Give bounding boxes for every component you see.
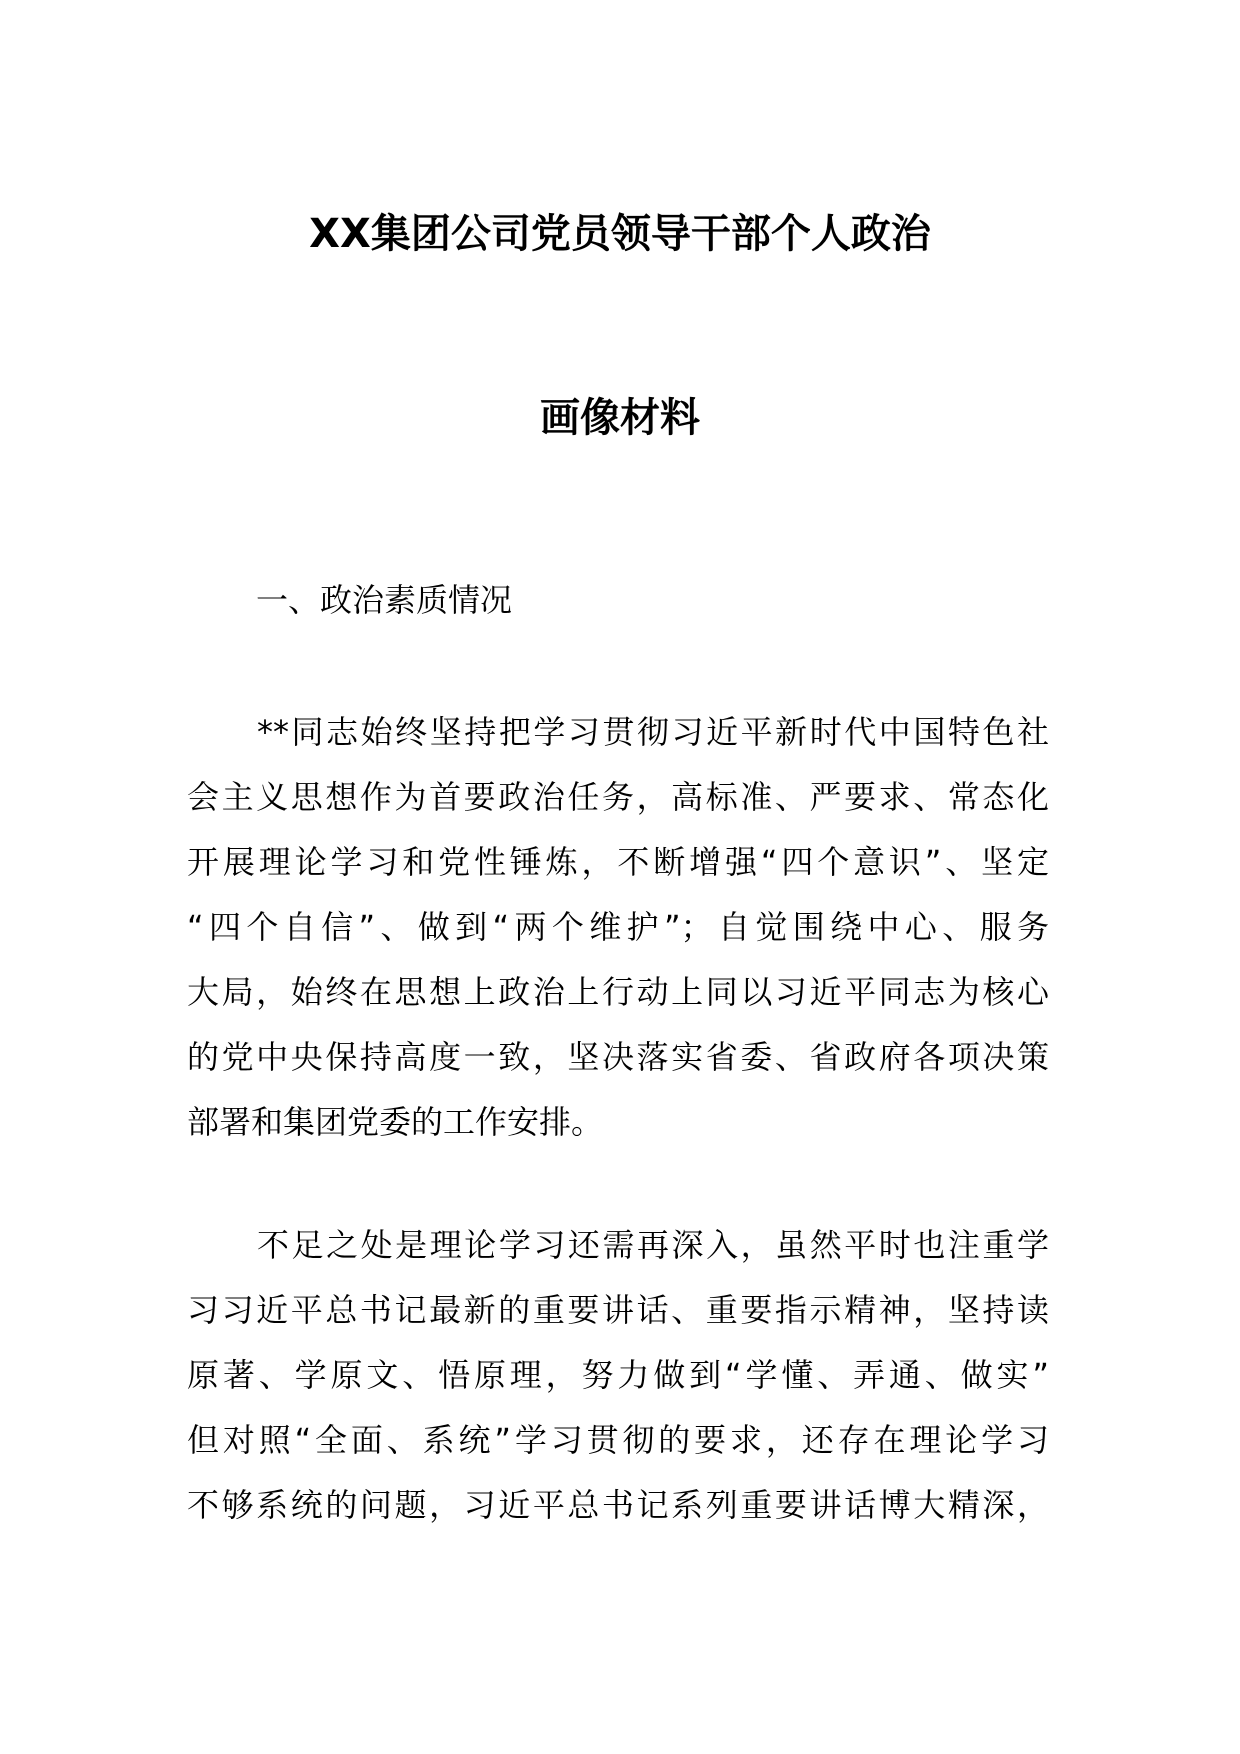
paragraph-line: 大局，始终在思想上政治上行动上同以习近平同志为核心 — [187, 973, 1049, 1011]
paragraph-line: “四个自信”、做到“两个维护”；自觉围绕中心、服务 — [187, 908, 1049, 946]
paragraph-line: 但对照“全面、系统”学习贯彻的要求，还存在理论学习 — [187, 1421, 1049, 1459]
paragraph-line: 的党中央保持高度一致，坚决落实省委、省政府各项决策 — [187, 1038, 1049, 1076]
document-title-line-2: 画像材料 — [540, 395, 700, 441]
paragraph-line: 原著、学原文、悟原理，努力做到“学懂、弄通、做实” — [187, 1356, 1049, 1394]
paragraph-line: 部署和集团党委的工作安排。 — [187, 1103, 604, 1141]
paragraph-line: 会主义思想作为首要政治任务，高标准、严要求、常态化 — [187, 778, 1049, 816]
document-title-line-1: XX集团公司党员领导干部个人政治 — [309, 211, 931, 257]
paragraph-line: **同志始终坚持把学习贯彻习近平新时代中国特色社 — [257, 713, 1049, 751]
paragraph-line: 不足之处是理论学习还需再深入，虽然平时也注重学 — [257, 1226, 1049, 1264]
paragraph-political-quality — [187, 712, 1049, 1167]
paragraph-line: 习习近平总书记最新的重要讲话、重要指示精神，坚持读 — [187, 1291, 1049, 1329]
section-heading: 一、政治素质情况 — [256, 581, 513, 619]
paragraph-line: 开展理论学习和党性锤炼，不断增强“四个意识”、坚定 — [187, 843, 1049, 881]
paragraph-line: 不够系统的问题，习近平总书记系列重要讲话博大精深， — [187, 1486, 1049, 1524]
paragraph-shortcomings — [187, 1225, 1049, 1550]
